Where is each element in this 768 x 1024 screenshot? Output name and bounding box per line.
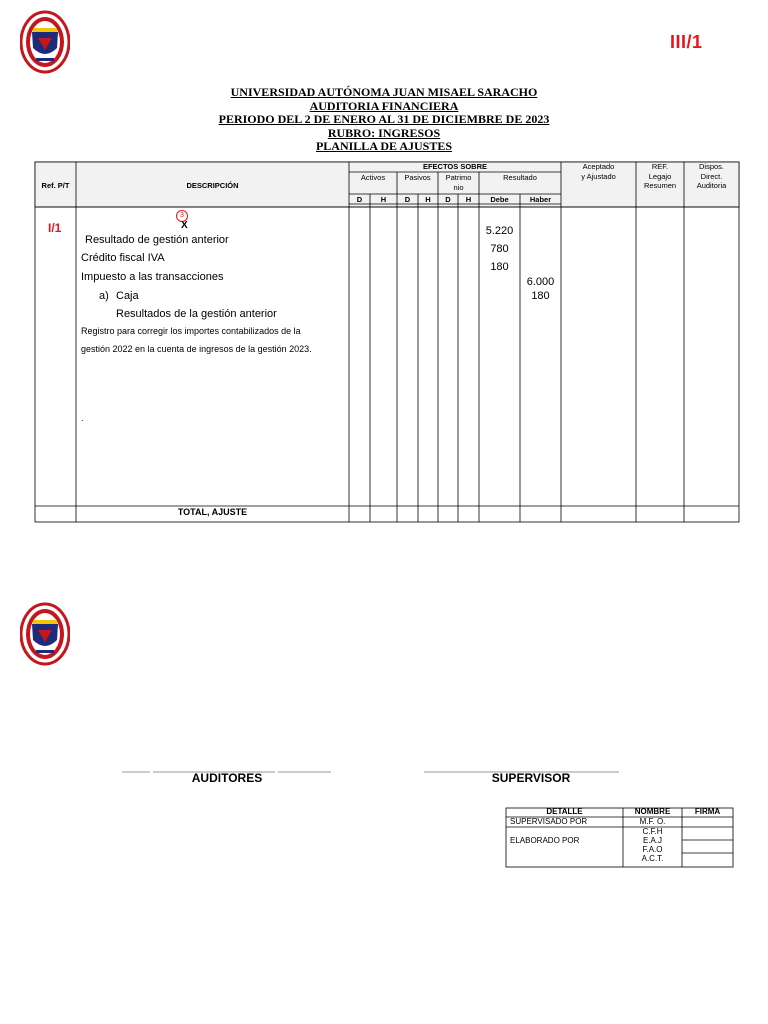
summary-name-4: A.C.T.	[641, 854, 664, 863]
debe-value-3: 180	[490, 261, 509, 273]
summary-col-detalle: DETALLE	[546, 807, 583, 816]
circled-marker: 3	[176, 210, 188, 222]
haber-value-1: 6.000	[526, 276, 555, 288]
col-aceptado-line2: y Ajustado	[581, 171, 616, 181]
summary-col-firma: FIRMA	[694, 807, 721, 816]
col-dispos-line2: Direct.	[700, 171, 723, 181]
col-patrimonio-line1: Patrimo	[445, 173, 472, 182]
col-resultado-header: Resultado	[503, 173, 537, 182]
col-ref-legajo-line1: REF.	[651, 162, 669, 171]
col-activos-d: D	[356, 195, 363, 204]
col-pasivos-h: H	[425, 195, 431, 204]
col-haber-header: Haber	[529, 195, 552, 204]
col-patrimonio-h: H	[465, 195, 472, 204]
col-debe-header: Debe	[490, 195, 509, 204]
summary-supervisado-name: M.F. O.	[639, 817, 666, 826]
sheet-title: PLANILLA DE AJUSTES	[315, 139, 453, 153]
col-effects-header: EFECTOS SOBRE	[422, 162, 488, 171]
tick-marker: X	[181, 220, 188, 231]
col-description-header: DESCRIPCIÓN	[186, 181, 239, 190]
summary-elaborado-label: ELABORADO POR	[510, 836, 580, 845]
summary-name-2: E.A.J	[642, 836, 663, 845]
summary-supervisado-label: SUPERVISADO POR	[510, 817, 588, 826]
summary-col-nombre: NOMBRE	[634, 807, 671, 816]
col-patrimonio-d: D	[445, 195, 451, 204]
total-row-label: TOTAL, AJUSTE	[177, 507, 248, 517]
summary-name-3: F.A.O	[642, 845, 663, 854]
col-pasivos-header: Pasivos	[404, 173, 431, 182]
university-title: UNIVERSIDAD AUTÓNOMA JUAN MISAEL SARACHO	[230, 85, 538, 99]
supervisor-signature-label: SUPERVISOR	[491, 771, 571, 785]
debe-value-2: 780	[490, 243, 509, 255]
col-activos-h: H	[380, 195, 387, 204]
row-reference: I/1	[48, 221, 62, 235]
page-reference: III/1	[670, 32, 703, 52]
col-patrimonio-line2: nio	[453, 182, 464, 192]
line-impuesto: Impuesto a las transacciones	[81, 271, 224, 283]
col-activos-header: Activos	[360, 173, 386, 182]
subject-title: AUDITORIA FINANCIERA	[309, 98, 459, 113]
line-resultado-gestion: Resultado de gestión anterior	[85, 234, 229, 246]
debe-value-1: 5.220	[485, 225, 514, 237]
period-title: PERIODO DEL 2 DE ENERO AL 31 DE DICIEMBRE DE 2023	[218, 112, 550, 126]
haber-value-2: 180	[531, 290, 550, 302]
col-dispos-line3: Auditoria	[696, 181, 727, 190]
col-ref-header: Ref. P/T	[41, 181, 70, 190]
auditores-signature-label: AUDITORES	[191, 771, 263, 785]
note-line-2: gestión 2022 en la cuenta de ingresos de la gestión 2023.	[81, 344, 312, 354]
line-caja-prefix: a)	[99, 290, 109, 302]
note-line-1: Registro para corregir los importes contabilizados de la	[81, 326, 301, 336]
line-resultados-anterior: Resultados de la gestión anterior	[116, 308, 277, 320]
rubro-title: RUBRO: INGRESOS	[327, 125, 441, 140]
col-pasivos-d: D	[404, 195, 411, 204]
col-aceptado-line1: Aceptado	[582, 162, 615, 171]
col-dispos-line1: Dispos.	[698, 162, 724, 171]
stray-dot: .	[81, 413, 84, 423]
summary-name-1: C.F.H	[642, 827, 663, 836]
line-caja: Caja	[116, 290, 139, 302]
col-ref-legajo-line2: Legajo	[648, 171, 672, 181]
line-credito-fiscal: Crédito fiscal IVA	[81, 252, 165, 264]
col-ref-legajo-line3: Resumen	[643, 181, 677, 190]
